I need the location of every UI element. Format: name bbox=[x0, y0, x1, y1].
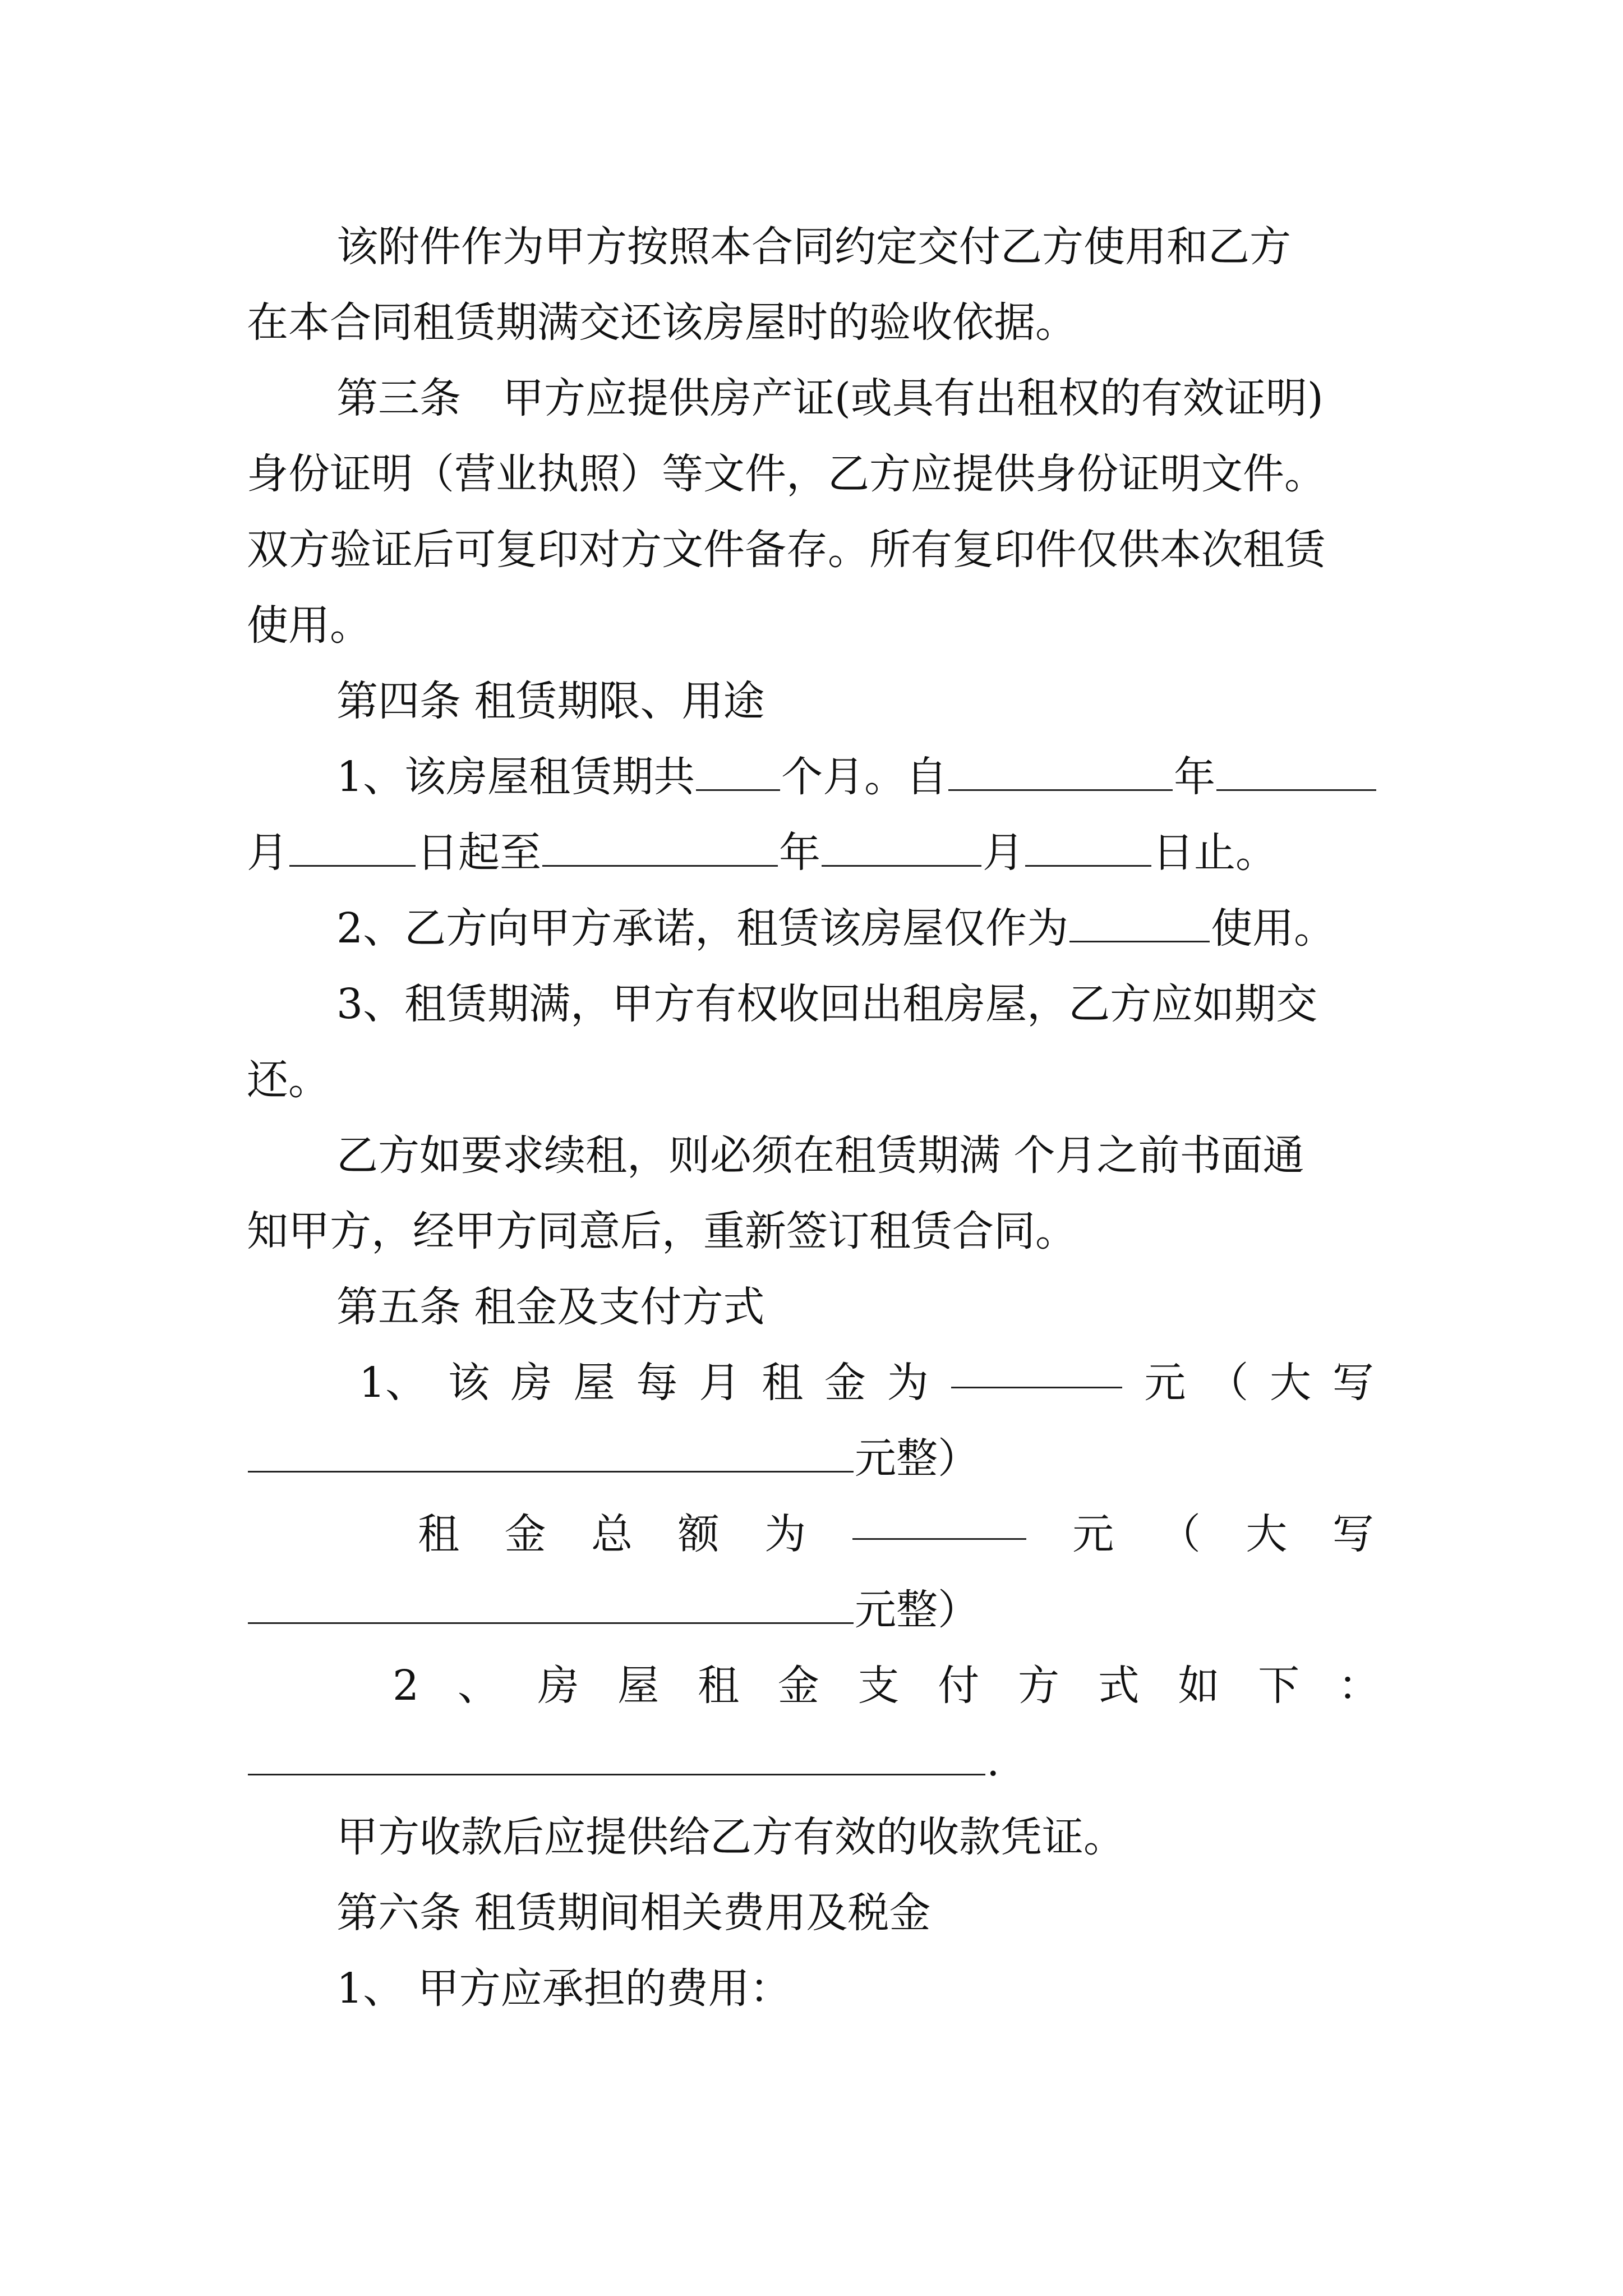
article-5-item-2 bbox=[393, 1655, 1380, 1717]
char: 元 bbox=[1144, 1359, 1186, 1407]
char: （ bbox=[1159, 1510, 1201, 1558]
text: 日止。 bbox=[1152, 829, 1277, 877]
article-4-item-3-cont: 还。 bbox=[247, 1056, 330, 1104]
char: ： bbox=[1338, 1662, 1380, 1710]
article-4-title: 第四条 租赁期限、用途 bbox=[336, 677, 765, 725]
char: 下 bbox=[1258, 1662, 1300, 1710]
char: 屋 bbox=[617, 1662, 660, 1710]
char: 月 bbox=[699, 1359, 741, 1407]
char: 金 bbox=[504, 1510, 546, 1558]
text: 1、该房屋租赁期共 bbox=[336, 753, 695, 801]
char: 支 bbox=[857, 1662, 900, 1710]
char: 2 bbox=[393, 1662, 419, 1710]
char: 、 bbox=[457, 1662, 499, 1710]
char: 租 bbox=[762, 1359, 804, 1407]
text: 元整） bbox=[855, 1434, 979, 1483]
text: 日起至 bbox=[417, 829, 541, 877]
text: 月 bbox=[983, 829, 1024, 877]
blank-months[interactable] bbox=[696, 754, 780, 791]
char: 每 bbox=[636, 1359, 678, 1407]
article-4-item-3: 3、租赁期满，甲方有权收回出租房屋，乙方应如期交 bbox=[336, 980, 1318, 1028]
char: 总 bbox=[591, 1510, 633, 1558]
blank-monthly-rent-words[interactable] bbox=[248, 1436, 854, 1473]
paragraph-line: 在本合同租赁期满交还该房屋时的验收依据。 bbox=[247, 298, 1077, 347]
blank-start-month[interactable] bbox=[1216, 754, 1376, 791]
text: 1、 bbox=[359, 1359, 427, 1407]
blank-end-day[interactable] bbox=[1025, 830, 1151, 867]
text: . bbox=[986, 1737, 1000, 1786]
text: 使用。 bbox=[1211, 904, 1336, 953]
text: 年 bbox=[1174, 753, 1216, 801]
paragraph-line: 该附件作为甲方按照本合同约定交付乙方使用和乙方 bbox=[336, 223, 1291, 271]
char: 屋 bbox=[573, 1359, 615, 1407]
char: 元 bbox=[1072, 1510, 1114, 1558]
char: 房 bbox=[537, 1662, 579, 1710]
char: 写 bbox=[1332, 1510, 1374, 1558]
article-4-item-1-cont bbox=[247, 822, 1277, 884]
blank-end-year[interactable] bbox=[542, 830, 778, 867]
char: 大 bbox=[1270, 1359, 1312, 1407]
article-5-title: 第五条 租金及支付方式 bbox=[336, 1283, 765, 1331]
blank-start-year[interactable] bbox=[948, 754, 1173, 791]
blank-start-day[interactable] bbox=[289, 830, 416, 867]
article-3-line: 使用。 bbox=[247, 601, 371, 650]
char: 式 bbox=[1098, 1662, 1140, 1710]
article-5-item-1 bbox=[359, 1352, 1374, 1414]
article-5-item-2-cont bbox=[247, 1731, 1000, 1792]
article-3-line: 身份证明（营业执照）等文件，乙方应提供身份证明文件。 bbox=[247, 450, 1326, 498]
char: （ bbox=[1207, 1359, 1249, 1407]
char: 为 bbox=[764, 1510, 806, 1558]
char: 为 bbox=[887, 1359, 929, 1407]
article-3-line: 双方验证后可复印对方文件备存。所有复印件仅供本次租赁 bbox=[247, 526, 1326, 574]
char: 租 bbox=[418, 1510, 459, 1558]
blank-total-rent[interactable] bbox=[852, 1503, 1026, 1540]
text: 元整） bbox=[855, 1586, 979, 1634]
char: 租 bbox=[698, 1662, 740, 1710]
blank-usage[interactable] bbox=[1069, 906, 1210, 942]
char: 金 bbox=[824, 1359, 866, 1407]
blank-total-rent-words[interactable] bbox=[248, 1588, 854, 1624]
char: 方 bbox=[1017, 1662, 1059, 1710]
article-4-item-2 bbox=[336, 898, 1335, 959]
text: 年 bbox=[779, 829, 820, 877]
blank-end-month[interactable] bbox=[822, 830, 981, 867]
char: 付 bbox=[938, 1662, 980, 1710]
char: 写 bbox=[1332, 1359, 1374, 1407]
article-3-line: 第三条 甲方应提供房产证(或具有出租权的有效证明) bbox=[336, 374, 1324, 422]
char: 该 bbox=[448, 1359, 490, 1407]
text: 2、乙方向甲方承诺，租赁该房屋仅作为 bbox=[336, 904, 1069, 953]
blank-monthly-rent[interactable] bbox=[951, 1352, 1122, 1388]
renewal-line: 知甲方，经甲方同意后，重新签订租赁合同。 bbox=[247, 1207, 1077, 1255]
char: 如 bbox=[1178, 1662, 1220, 1710]
char: 大 bbox=[1246, 1510, 1288, 1558]
char: 房 bbox=[510, 1359, 552, 1407]
renewal-line: 乙方如要求续租，则必须在租赁期满 个月之前书面通 bbox=[336, 1131, 1304, 1180]
char: 额 bbox=[677, 1510, 720, 1558]
article-5-total-cont bbox=[247, 1579, 979, 1641]
article-5-total bbox=[418, 1503, 1374, 1565]
article-6-title: 第六条 租赁期间相关费用及税金 bbox=[336, 1889, 931, 1937]
text: 个月。自 bbox=[781, 753, 948, 801]
article-6-item-1: 1、 甲方应承担的费用： bbox=[336, 1964, 791, 2013]
text: 月 bbox=[247, 829, 288, 877]
blank-payment-method[interactable] bbox=[248, 1739, 985, 1775]
article-4-item-1 bbox=[336, 746, 1377, 808]
article-5-item-1-cont bbox=[247, 1428, 979, 1489]
receipt-line: 甲方收款后应提供给乙方有效的收款凭证。 bbox=[336, 1813, 1125, 1861]
char: 金 bbox=[777, 1662, 819, 1710]
